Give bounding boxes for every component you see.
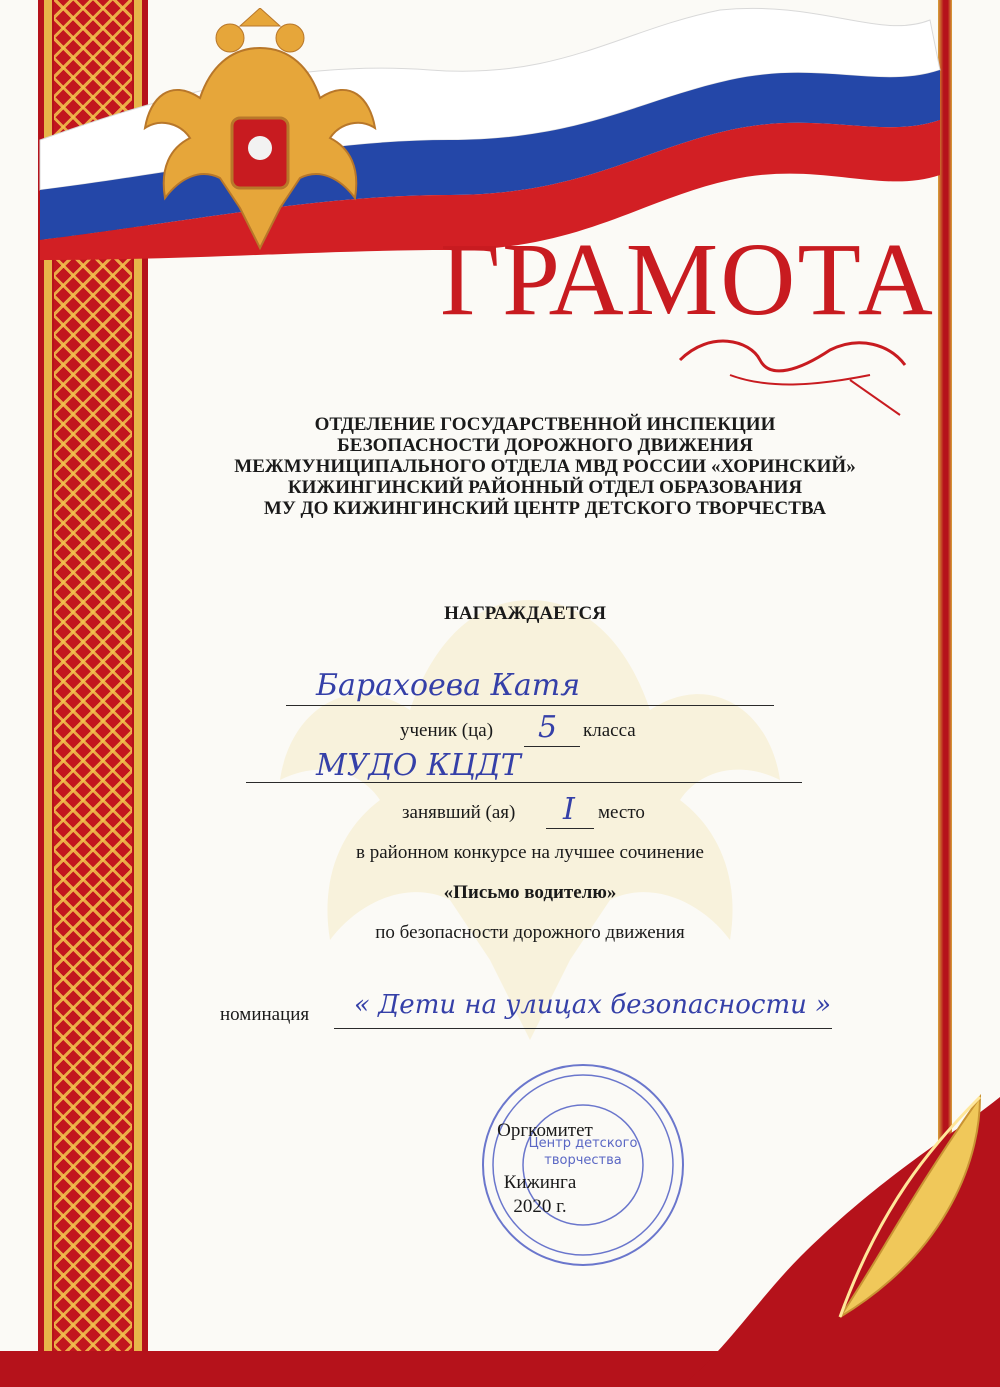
- coat-of-arms-emblem: [140, 8, 380, 268]
- committee-label: Оргкомитет: [497, 1120, 593, 1141]
- class-label: класса: [583, 720, 636, 741]
- organization-stamp: [478, 1060, 688, 1275]
- contest-name: «Письмо водителю»: [443, 882, 617, 903]
- grade-value: 5: [538, 710, 558, 745]
- stamp-center-text: Центр детского творчества: [528, 1136, 638, 1168]
- place-suffix: место: [598, 802, 645, 823]
- org-line: БЕЗОПАСНОСТИ ДОРОЖНОГО ДВИЖЕНИЯ: [337, 435, 753, 456]
- nomination-value: « Дети на улицах безопасности »: [354, 990, 832, 1020]
- decorative-flourish: [670, 320, 910, 420]
- school-name: МУДО КЦДТ: [316, 748, 521, 783]
- page-curl-corner: [680, 1057, 1000, 1387]
- org-line: КИЖИНГИНСКИЙ РАЙОННЫЙ ОТДЕЛ ОБРАЗОВАНИЯ: [287, 477, 803, 498]
- organizations-block: [160, 414, 930, 519]
- org-line: ОТДЕЛЕНИЕ ГОСУДАРСТВЕННОЙ ИНСПЕКЦИИ: [314, 414, 776, 435]
- certificate-title: ГРАМОТА: [440, 222, 935, 337]
- place-label: занявший (ая): [402, 802, 516, 823]
- city-label: Кижинга: [503, 1172, 577, 1193]
- nomination-label: номинация: [220, 1004, 310, 1025]
- org-line: МУ ДО КИЖИНГИНСКИЙ ЦЕНТР ДЕТСКОГО ТВОРЧЕСТВА: [263, 498, 827, 519]
- contest-line: в районном конкурсе на лучшее сочинение: [356, 842, 704, 863]
- topic-line: по безопасности дорожного движения: [375, 922, 685, 943]
- year-label: 2020 г.: [513, 1196, 567, 1217]
- student-label: ученик (ца): [400, 720, 494, 741]
- recipient-name: Барахоева Катя: [316, 668, 581, 703]
- awarded-heading: НАГРАЖДАЕТСЯ: [444, 603, 606, 624]
- place-value: I: [563, 792, 575, 827]
- org-line: МЕЖМУНИЦИПАЛЬНОГО ОТДЕЛА МВД РОССИИ «ХОРИНСКИЙ»: [234, 456, 856, 477]
